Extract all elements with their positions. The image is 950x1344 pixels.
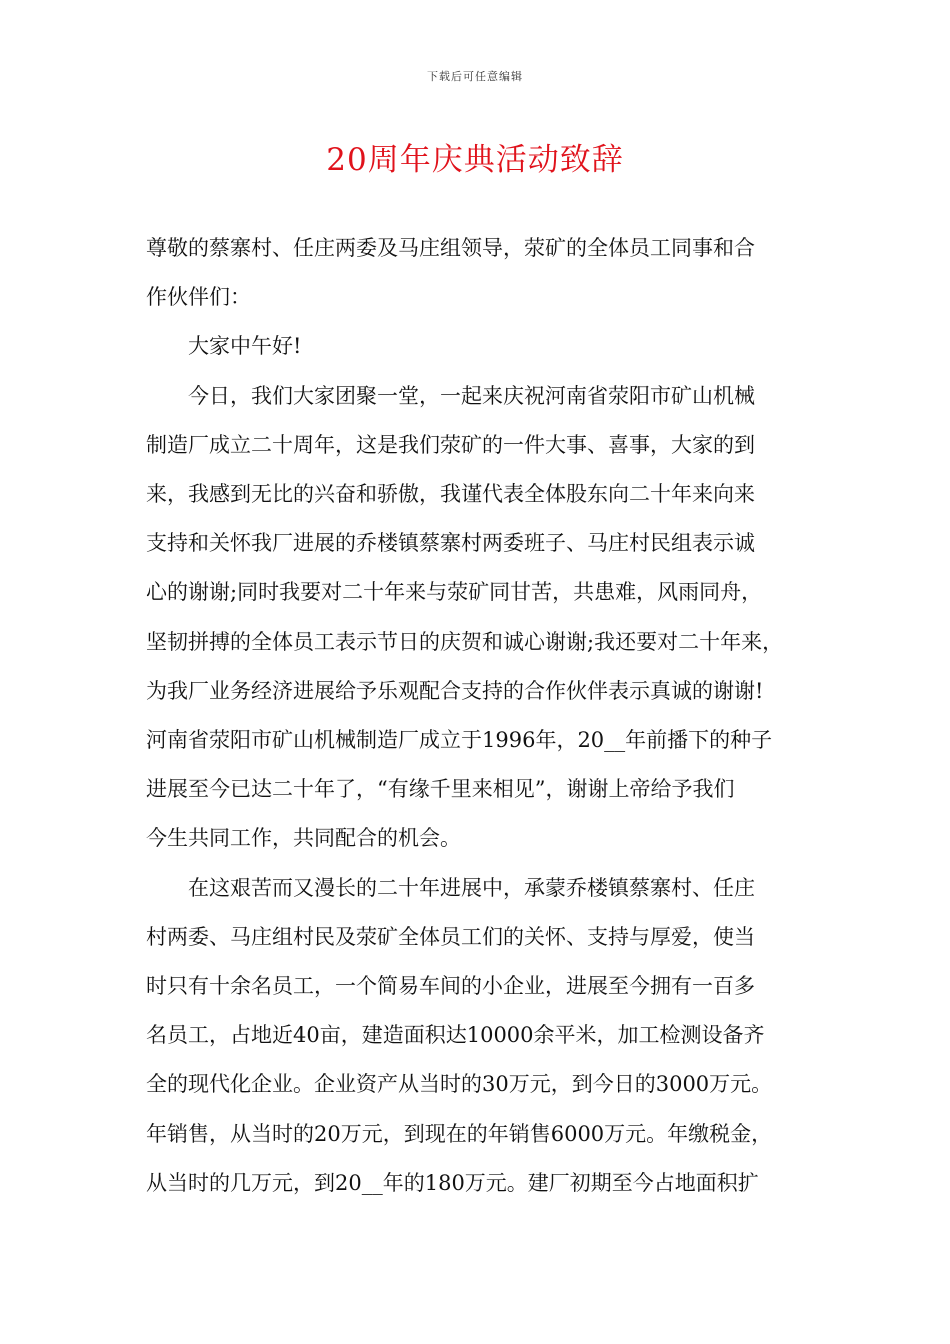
body-paragraph-1: 今日，我们大家团聚一堂，一起来庆祝河南省荥阳市矿山机械 制造厂成立二十周年，这是我们荥矿的一件大事、喜事，大家的到 来，我感到无比的兴奋和骄傲，我谨代表全体股东向二十年来向来 支持和关怀我厂进展的乔楼镇蔡寨村两委班子、马庄村民组表示诚 心的谢谢;同时我要对二十年来与荥矿同甘苦，共患难，风雨同舟， 坚韧拼搏的全体员工表示节日的庆贺和诚心谢谢;我还要对二十年来， 为我厂业务经济进展给予乐观配合支持的合作伙伴表示真诚的谢谢! 河南省荥阳市矿山机械制造厂成立于1996年，20__年前播下的种子 进展至今已达二十年了，“有缘千里来相见”，谢谢上帝给予我们 今生共同工作，共同配合的机会。: [146, 383, 784, 851]
document-body: [146, 224, 811, 1208]
document-title: 20周年庆典活动致辞: [326, 142, 624, 178]
greeting-paragraph: 大家中午好!: [188, 334, 302, 359]
body-paragraph-2: 在这艰苦而又漫长的二十年进展中，承蒙乔楼镇蔡寨村、任庄 村两委、马庄组村民及荥矿全体员工们的关怀、支持与厚爱，使当 时只有十余名员工，一个简易车间的小企业，进展至今拥有一百多 名员工，占地近40亩，建造面积达10000余平米，加工检测设备齐 全的现代化企业。企业资产从当时的30万元，到今日的3000万元。 年销售，从当时的20万元，到现在的年销售6000万元。年缴税金， 从当时的几万元，到20__年的180万元。建厂初期至今占地面积扩: [146, 875, 773, 1195]
salutation-paragraph: 尊敬的蔡寨村、任庄两委及马庄组领导，荥矿的全体员工同事和合 作伙伴们：: [146, 236, 755, 310]
header-note: 下载后可任意编辑: [427, 70, 523, 83]
